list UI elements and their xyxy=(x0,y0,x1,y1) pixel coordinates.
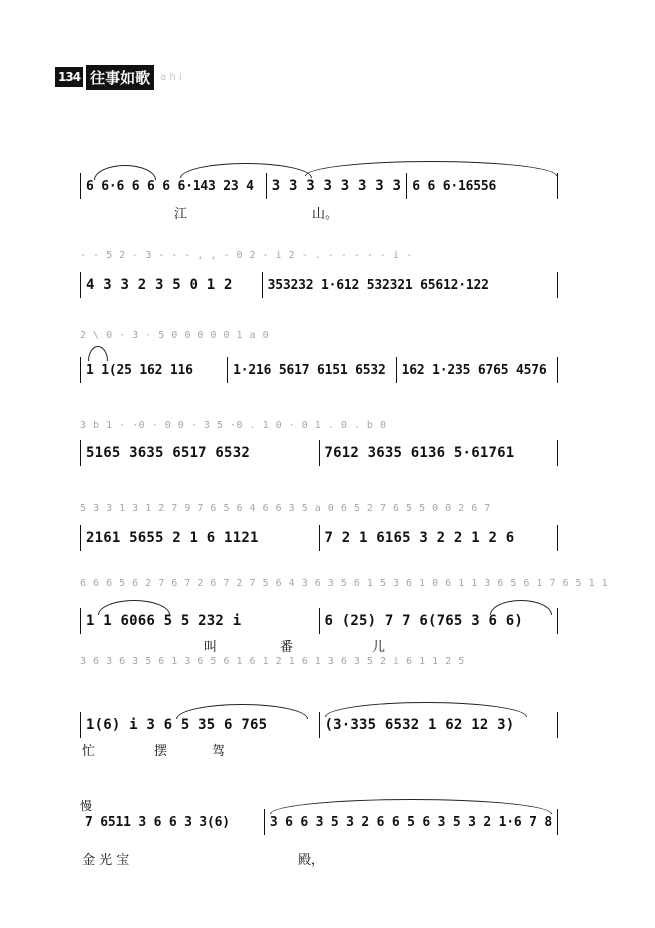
tempo-marking: 慢 xyxy=(80,799,93,813)
measure: 3 3 3 3 3 3 3 3 xyxy=(266,173,406,199)
measure: 2161 5655 2 1 6 1121 xyxy=(86,530,259,546)
staff-line xyxy=(80,440,558,466)
measure: 6 (25) 7 7 6(765 3 6 6) xyxy=(319,608,558,634)
slur-mark xyxy=(98,600,170,615)
measure: 162 1·235 6765 4576 xyxy=(396,357,557,383)
lyric-char: 儿 xyxy=(372,640,386,655)
measure: 4 3 3 2 3 5 0 1 2 xyxy=(86,277,233,293)
measure: 3 6 6 3 5 3 2 6 6 5 6 3 5 3 2 1·6 7 8 xyxy=(264,809,557,835)
lyric-char: 番 xyxy=(280,640,294,655)
measure: 7 2 1 6165 3 2 2 1 2 6 xyxy=(319,525,558,551)
slur-mark xyxy=(94,165,156,180)
measure: 7612 3635 6136 5·61761 xyxy=(319,440,558,466)
book-title: 往事如歌 xyxy=(86,65,154,90)
lyric-char: 叫 xyxy=(204,640,218,655)
measure: 1(6) i 3 6 5 35 6 765 xyxy=(86,717,268,733)
lyric-char: 江 xyxy=(174,207,188,222)
header-faint-text: a h i xyxy=(160,71,182,83)
page-number: 134 xyxy=(55,67,83,87)
staff-line xyxy=(80,272,558,298)
faint-annotation: 3 b 1 · ·0 · 0 0 · 3 5 ·0 . 1 0 · 0 1 . 0 . b 0 xyxy=(80,420,387,431)
slur-mark xyxy=(490,600,552,615)
measure: (3·335 6532 1 62 12 3) xyxy=(319,712,558,738)
slur-mark xyxy=(180,163,312,178)
faint-annotation: 6 6 6 5 6 2 7 6 7 2 6 7 2 7 5 6 4 3 6 3 5 6 1 5 3 6 1 0 6 1 1 3 6 5 6 1 7 6 5 1 1 xyxy=(80,578,609,589)
measure: 1 1(25 162 116 xyxy=(86,362,193,378)
lyric-char: 驾 xyxy=(212,744,226,759)
slur-mark xyxy=(270,799,552,814)
faint-annotation: 3 6 3 6 3 5 6 1 3 6 5 6 1 6 1 2 1 6 1 3 6 3 5 2 i 6 1 1 2 5 xyxy=(80,656,465,667)
slur-mark xyxy=(305,161,557,176)
measure: 353232 1·612 532321 65612·122 xyxy=(262,272,557,298)
lyric-char: 忙 xyxy=(82,744,96,759)
measure: 6 6 6·16556 xyxy=(406,173,557,199)
measure: 6 6·6 6 6 6 6·143 23 4 xyxy=(86,178,254,194)
slur-mark xyxy=(88,346,108,361)
slur-mark xyxy=(176,704,308,719)
staff-line xyxy=(80,357,558,383)
faint-annotation: 2 \ 0 · 3 · 5 0 0 0 0 0 1 a 0 xyxy=(80,330,270,341)
measure: 7 6511 3 6 6 3 3(6) xyxy=(85,814,230,830)
slur-mark xyxy=(325,702,527,717)
faint-annotation: 5 3 3 1 3 1 2 7 9 7 6 5 6 4 6 6 3 5 a 0 6 5 2 7 6 5 5 0 0 2 6 7 xyxy=(80,503,491,514)
lyric-char: 山。 xyxy=(312,207,339,222)
lyric-char: 殿， xyxy=(298,853,325,868)
measure: 5165 3635 6517 6532 xyxy=(86,445,250,461)
lyric-char: 摆 xyxy=(154,744,168,759)
measure: 1·216 5617 6151 6532 xyxy=(227,357,396,383)
staff-line xyxy=(80,525,558,551)
lyric-text: 金 光 宝 xyxy=(82,853,130,868)
measure: 1 1 6066 5 5 232 i xyxy=(86,613,242,629)
faint-annotation: - - 5 2 - 3 - - - , , - 0 2 - i 2 - . - - - - - i - xyxy=(80,250,413,261)
